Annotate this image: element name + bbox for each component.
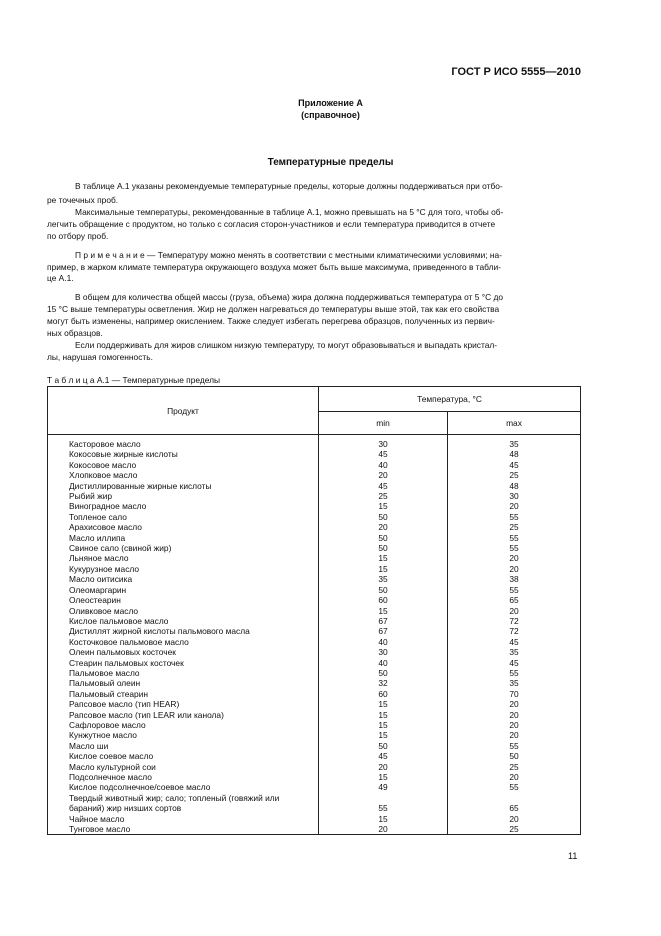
product-cell: Олеомаргарин xyxy=(48,585,319,595)
product-cell: Кислое подсолнечное/соевое масло xyxy=(48,782,319,792)
product-cell: Масло культурной сои xyxy=(48,762,319,772)
max-cell: 45 xyxy=(448,637,581,647)
max-cell: 20 xyxy=(448,730,581,740)
min-cell: 15 xyxy=(319,730,448,740)
min-cell: 50 xyxy=(319,512,448,522)
min-cell: 55 xyxy=(319,793,448,814)
product-cell: Рапсовое масло (тип LEAR или канола) xyxy=(48,710,319,720)
min-cell: 50 xyxy=(319,585,448,595)
product-cell: Льняное масло xyxy=(48,553,319,563)
product-cell: Кукурузное масло xyxy=(48,564,319,574)
max-cell: 20 xyxy=(448,710,581,720)
min-cell: 67 xyxy=(319,616,448,626)
product-cell: Касторовое масло xyxy=(48,435,319,450)
min-cell: 15 xyxy=(319,720,448,730)
table-row xyxy=(48,574,581,584)
note-line xyxy=(75,250,502,261)
table-row xyxy=(48,449,581,459)
table-caption xyxy=(47,375,220,386)
note-line: це А.1. xyxy=(47,273,74,283)
header-min: min xyxy=(319,412,448,435)
max-cell: 35 xyxy=(448,678,581,688)
max-cell: 45 xyxy=(448,460,581,470)
max-cell: 55 xyxy=(448,585,581,595)
max-cell: 35 xyxy=(448,647,581,657)
product-cell: Твердый животный жир; сало; топленый (говяжий или бараний) жир низших сортов xyxy=(48,793,319,814)
max-cell: 55 xyxy=(448,782,581,792)
max-cell: 55 xyxy=(448,741,581,751)
min-cell: 50 xyxy=(319,533,448,543)
table-row xyxy=(48,595,581,605)
table-row xyxy=(48,678,581,688)
table-row xyxy=(48,762,581,772)
product-cell: Рапсовое масло (тип HEAR) xyxy=(48,699,319,709)
min-cell: 40 xyxy=(319,658,448,668)
table-row xyxy=(48,470,581,480)
max-cell: 38 xyxy=(448,574,581,584)
table-row xyxy=(48,658,581,668)
table-row xyxy=(48,491,581,501)
product-cell: Стеарин пальмовых косточек xyxy=(48,658,319,668)
product-cell: Оливковое масло xyxy=(48,606,319,616)
paragraph-line: ре точечных проб. xyxy=(47,195,119,205)
annex-subtitle: (справочное) xyxy=(301,110,360,120)
max-cell: 25 xyxy=(448,470,581,480)
max-cell: 20 xyxy=(448,606,581,616)
table-row xyxy=(48,710,581,720)
min-cell: 20 xyxy=(319,522,448,532)
min-cell: 45 xyxy=(319,751,448,761)
min-cell: 35 xyxy=(319,574,448,584)
min-cell: 60 xyxy=(319,689,448,699)
product-cell: Свиное сало (свиной жир) xyxy=(48,543,319,553)
product-cell: Масло иллипа xyxy=(48,533,319,543)
table-row xyxy=(48,460,581,470)
product-cell: Пальмовый олеин xyxy=(48,678,319,688)
table-row xyxy=(48,730,581,740)
max-cell: 30 xyxy=(448,491,581,501)
product-cell: Пальмовый стеарин xyxy=(48,689,319,699)
header-max: max xyxy=(448,412,581,435)
temperature-table xyxy=(47,386,581,835)
table-row xyxy=(48,616,581,626)
table-row xyxy=(48,637,581,647)
paragraph-line: Максимальные температуры, рекомендованные в таблице А.1, можно превышать на 5 °С для того, чтобы об- xyxy=(75,207,504,217)
max-cell: 20 xyxy=(448,501,581,511)
table-row xyxy=(48,772,581,782)
max-cell: 20 xyxy=(448,564,581,574)
max-cell: 72 xyxy=(448,616,581,626)
product-cell: Масло оитисика xyxy=(48,574,319,584)
table-row xyxy=(48,782,581,792)
product-cell: Кунжутное масло xyxy=(48,730,319,740)
table-row xyxy=(48,606,581,616)
table-row xyxy=(48,689,581,699)
product-cell: Подсолнечное масло xyxy=(48,772,319,782)
product-cell: Тунговое масло xyxy=(48,824,319,835)
min-cell: 30 xyxy=(319,647,448,657)
max-cell: 20 xyxy=(448,814,581,824)
max-cell: 48 xyxy=(448,481,581,491)
product-cell: Сафлоровое масло xyxy=(48,720,319,730)
min-cell: 20 xyxy=(319,470,448,480)
table-row xyxy=(48,647,581,657)
max-cell: 70 xyxy=(448,689,581,699)
product-cell: Арахисовое масло xyxy=(48,522,319,532)
table-row xyxy=(48,741,581,751)
paragraph-line: В таблице А.1 указаны рекомендуемые температурные пределы, которые должны поддерживаться при отбо- xyxy=(75,181,503,191)
product-cell: Масло ши xyxy=(48,741,319,751)
paragraph-line: по отбору проб. xyxy=(47,231,109,241)
paragraph-line: могут быть изменены, например окислением. Также следует избегать перегрева образцов, полученных из первич- xyxy=(47,316,495,326)
table-row xyxy=(48,793,581,814)
table-body xyxy=(48,435,581,835)
max-cell: 48 xyxy=(448,449,581,459)
min-cell: 15 xyxy=(319,501,448,511)
max-cell: 55 xyxy=(448,543,581,553)
max-cell: 72 xyxy=(448,626,581,636)
min-cell: 30 xyxy=(319,435,448,450)
min-cell: 40 xyxy=(319,460,448,470)
max-cell: 25 xyxy=(448,824,581,835)
table-caption-text: А.1 — Температурные пределы xyxy=(94,375,221,385)
min-cell: 50 xyxy=(319,668,448,678)
min-cell: 25 xyxy=(319,491,448,501)
standard-code: ГОСТ Р ИСО 5555—2010 xyxy=(451,66,581,78)
product-cell: Рыбий жир xyxy=(48,491,319,501)
min-cell: 15 xyxy=(319,553,448,563)
max-cell: 55 xyxy=(448,512,581,522)
table-row xyxy=(48,720,581,730)
page-number: 11 xyxy=(568,851,578,861)
max-cell: 20 xyxy=(448,720,581,730)
annex-title: Приложение А xyxy=(298,98,363,108)
table-row xyxy=(48,501,581,511)
product-cell: Косточковое пальмовое масло xyxy=(48,637,319,647)
min-cell: 45 xyxy=(319,449,448,459)
product-cell: Чайное масло xyxy=(48,814,319,824)
product-cell: Кокосовые жирные кислоты xyxy=(48,449,319,459)
min-cell: 15 xyxy=(319,772,448,782)
min-cell: 50 xyxy=(319,741,448,751)
table-row xyxy=(48,699,581,709)
max-cell: 65 xyxy=(448,595,581,605)
min-cell: 40 xyxy=(319,637,448,647)
note-text: — Температуру можно менять в соответствии с местными климатическими условиями; на- xyxy=(144,250,502,260)
product-cell: Олеостеарин xyxy=(48,595,319,605)
min-cell: 20 xyxy=(319,762,448,772)
paragraph-line: ных образцов. xyxy=(47,328,103,338)
product-cell: Дистиллят жирной кислоты пальмового масла xyxy=(48,626,319,636)
note-label: П р и м е ч а н и е xyxy=(75,250,145,260)
max-cell: 65 xyxy=(448,793,581,814)
paragraph-line: 15 °С выше температуры осветления. Жир не должен нагреваться до температуры выше этой, так как его свойства xyxy=(47,304,500,314)
section-title: Температурные пределы xyxy=(267,157,394,168)
product-cell: Кокосовое масло xyxy=(48,460,319,470)
table-row xyxy=(48,512,581,522)
table-row xyxy=(48,585,581,595)
max-cell: 20 xyxy=(448,553,581,563)
max-cell: 20 xyxy=(448,699,581,709)
paragraph-line: легчить обращение с продуктом, но только с согласия сторон-участников и если температура приводится в отчете xyxy=(47,219,496,229)
min-cell: 15 xyxy=(319,564,448,574)
table-row xyxy=(48,435,581,450)
min-cell: 15 xyxy=(319,699,448,709)
table-row xyxy=(48,533,581,543)
max-cell: 20 xyxy=(448,772,581,782)
max-cell: 50 xyxy=(448,751,581,761)
min-cell: 15 xyxy=(319,606,448,616)
table-row xyxy=(48,553,581,563)
max-cell: 45 xyxy=(448,658,581,668)
max-cell: 55 xyxy=(448,533,581,543)
table-row xyxy=(48,564,581,574)
min-cell: 15 xyxy=(319,710,448,720)
table-row xyxy=(48,751,581,761)
min-cell: 15 xyxy=(319,814,448,824)
product-cell: Топленое сало xyxy=(48,512,319,522)
header-product: Продукт xyxy=(48,387,319,435)
min-cell: 50 xyxy=(319,543,448,553)
min-cell: 60 xyxy=(319,595,448,605)
product-cell: Кислое соевое масло xyxy=(48,751,319,761)
paragraph-line: В общем для количества общей массы (груза, объема) жира должна поддерживаться температура от 5 °С до xyxy=(75,292,503,302)
header-temperature: Температура, °С xyxy=(319,387,581,412)
table-row xyxy=(48,522,581,532)
table-caption-label: Т а б л и ц а xyxy=(47,375,95,385)
product-cell: Кислое пальмовое масло xyxy=(48,616,319,626)
product-cell: Хлопковое масло xyxy=(48,470,319,480)
table-row xyxy=(48,626,581,636)
paragraph-line: Если поддерживать для жиров слишком низкую температуру, то могут образовываться и выпадать кристал- xyxy=(75,340,498,350)
product-cell: Пальмовое масло xyxy=(48,668,319,678)
note-line: пример, в жарком климате температура окружающего воздуха может быть выше максимума, приведенного в табли- xyxy=(47,262,501,272)
min-cell: 67 xyxy=(319,626,448,636)
table-row xyxy=(48,481,581,491)
product-cell: Дистиллированные жирные кислоты xyxy=(48,481,319,491)
product-cell: Виноградное масло xyxy=(48,501,319,511)
product-cell: Олеин пальмовых косточек xyxy=(48,647,319,657)
min-cell: 45 xyxy=(319,481,448,491)
table-row xyxy=(48,824,581,835)
min-cell: 32 xyxy=(319,678,448,688)
table-row xyxy=(48,668,581,678)
max-cell: 25 xyxy=(448,522,581,532)
min-cell: 49 xyxy=(319,782,448,792)
max-cell: 25 xyxy=(448,762,581,772)
max-cell: 55 xyxy=(448,668,581,678)
min-cell: 20 xyxy=(319,824,448,835)
table-row xyxy=(48,814,581,824)
paragraph-line: лы, нарушая гомогенность. xyxy=(47,352,153,362)
max-cell: 35 xyxy=(448,435,581,450)
table-row xyxy=(48,543,581,553)
